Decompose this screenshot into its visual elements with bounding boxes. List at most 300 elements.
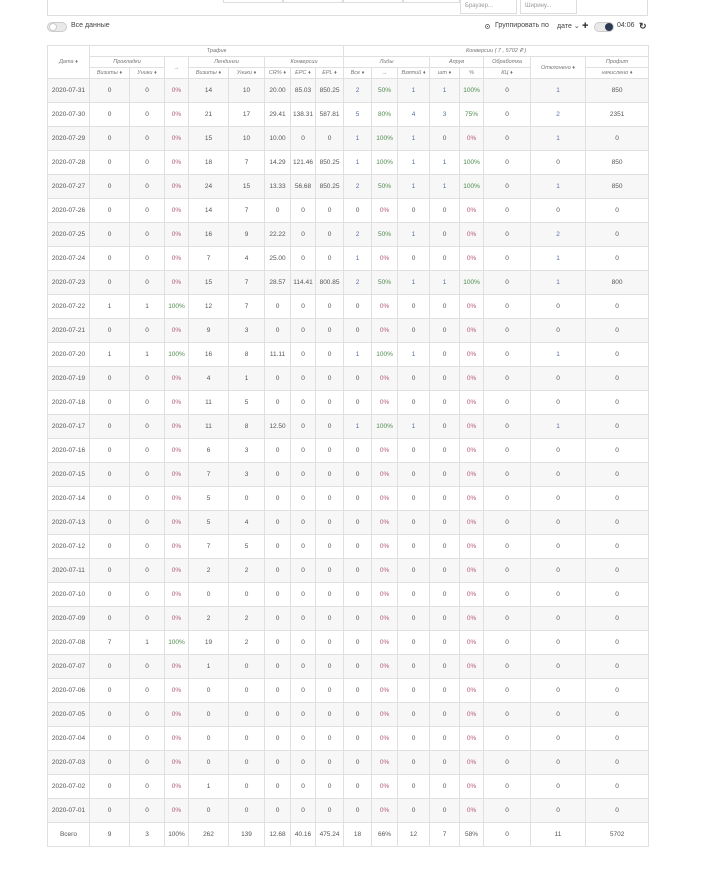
cell-rejected: 0 bbox=[531, 463, 586, 487]
cell-epc: 0 bbox=[291, 559, 316, 583]
cell-pre-conv: 0% bbox=[165, 79, 189, 103]
group-by-radio[interactable] bbox=[485, 24, 490, 29]
cell-rejected: 1 bbox=[531, 343, 586, 367]
cell-leads-pct: 0% bbox=[372, 607, 398, 631]
cell-kc: 0 bbox=[484, 775, 531, 799]
cell-approve-pcs: 0 bbox=[430, 295, 460, 319]
col-leads-all[interactable]: Все ♦ bbox=[344, 68, 372, 79]
cell-date: 2020-07-12 bbox=[48, 535, 90, 559]
cell-profit: 850 bbox=[586, 79, 649, 103]
cell-approve-pcs: 0 bbox=[430, 391, 460, 415]
cell-pre-uniques: 0 bbox=[130, 247, 165, 271]
cell-rejected: 1 bbox=[531, 271, 586, 295]
cell-cr: 0 bbox=[265, 487, 291, 511]
total-leads-taken: 12 bbox=[398, 823, 430, 847]
total-kc: 0 bbox=[484, 823, 531, 847]
cell-leads-all: 0 bbox=[344, 295, 372, 319]
cell-cr: 0 bbox=[265, 799, 291, 823]
cell-leads-pct: 100% bbox=[372, 415, 398, 439]
cell-date: 2020-07-07 bbox=[48, 655, 90, 679]
total-leads-all: 18 bbox=[344, 823, 372, 847]
cell-epc: 0 bbox=[291, 415, 316, 439]
cell-leads-pct: 50% bbox=[372, 175, 398, 199]
cell-kc: 0 bbox=[484, 127, 531, 151]
cell-approve-pcs: 0 bbox=[430, 439, 460, 463]
cell-approve-pct: 0% bbox=[460, 439, 484, 463]
cell-profit: 0 bbox=[586, 799, 649, 823]
cell-date: 2020-07-16 bbox=[48, 439, 90, 463]
cell-pre-visits: 0 bbox=[90, 151, 130, 175]
cell-land-visits: 2 bbox=[189, 559, 229, 583]
col-land-uniques[interactable]: Уники ♦ bbox=[229, 68, 265, 79]
col-kc[interactable]: КЦ ♦ bbox=[484, 68, 531, 79]
cell-approve-pcs: 0 bbox=[430, 655, 460, 679]
cell-kc: 0 bbox=[484, 439, 531, 463]
cell-land-visits: 7 bbox=[189, 463, 229, 487]
cell-profit: 0 bbox=[586, 775, 649, 799]
cell-pre-uniques: 0 bbox=[130, 775, 165, 799]
cell-date: 2020-07-30 bbox=[48, 103, 90, 127]
cell-pre-visits: 0 bbox=[90, 559, 130, 583]
cell-cr: 0 bbox=[265, 367, 291, 391]
cell-rejected: 0 bbox=[531, 487, 586, 511]
cell-profit: 0 bbox=[586, 391, 649, 415]
cell-approve-pcs: 3 bbox=[430, 103, 460, 127]
cell-rejected: 2 bbox=[531, 223, 586, 247]
cell-leads-taken: 1 bbox=[398, 415, 430, 439]
cell-kc: 0 bbox=[484, 751, 531, 775]
cell-approve-pcs: 0 bbox=[430, 487, 460, 511]
width-input[interactable] bbox=[520, 0, 577, 14]
cell-pre-visits: 0 bbox=[90, 607, 130, 631]
cell-cr: 0 bbox=[265, 535, 291, 559]
cell-land-visits: 11 bbox=[189, 415, 229, 439]
cell-land-visits: 6 bbox=[189, 439, 229, 463]
cell-date: 2020-07-05 bbox=[48, 703, 90, 727]
cell-land-uniques: 2 bbox=[229, 631, 265, 655]
cell-cr: 0 bbox=[265, 727, 291, 751]
cell-leads-taken: 4 bbox=[398, 103, 430, 127]
col-accrued[interactable]: начислено ♦ bbox=[586, 68, 649, 79]
cell-leads-pct: 0% bbox=[372, 247, 398, 271]
toolbar bbox=[47, 20, 648, 34]
cell-pre-conv: 0% bbox=[165, 247, 189, 271]
filter-field[interactable] bbox=[343, 0, 403, 3]
cell-land-visits: 9 bbox=[189, 319, 229, 343]
cell-kc: 0 bbox=[484, 199, 531, 223]
cell-approve-pct: 100% bbox=[460, 151, 484, 175]
cell-leads-all: 2 bbox=[344, 175, 372, 199]
cell-pre-visits: 7 bbox=[90, 631, 130, 655]
cell-pre-visits: 0 bbox=[90, 727, 130, 751]
cell-leads-taken: 0 bbox=[398, 679, 430, 703]
cell-epc: 0 bbox=[291, 775, 316, 799]
cell-pre-uniques: 0 bbox=[130, 799, 165, 823]
cell-epl: 0 bbox=[316, 655, 344, 679]
cell-land-visits: 0 bbox=[189, 727, 229, 751]
cell-land-visits: 0 bbox=[189, 703, 229, 727]
cell-date: 2020-07-03 bbox=[48, 751, 90, 775]
cell-epl: 0 bbox=[316, 247, 344, 271]
cell-leads-all: 0 bbox=[344, 607, 372, 631]
table-row bbox=[48, 511, 649, 535]
cell-kc: 0 bbox=[484, 151, 531, 175]
group-by-value: дате bbox=[557, 23, 572, 30]
cell-approve-pct: 0% bbox=[460, 247, 484, 271]
cell-leads-pct: 0% bbox=[372, 583, 398, 607]
table-row bbox=[48, 607, 649, 631]
cell-pre-conv: 0% bbox=[165, 391, 189, 415]
cell-approve-pcs: 0 bbox=[430, 775, 460, 799]
cell-epc: 0 bbox=[291, 247, 316, 271]
cell-epc: 0 bbox=[291, 343, 316, 367]
cell-land-visits: 0 bbox=[189, 583, 229, 607]
cell-leads-all: 0 bbox=[344, 559, 372, 583]
cell-leads-pct: 0% bbox=[372, 727, 398, 751]
cell-pre-conv: 0% bbox=[165, 679, 189, 703]
cell-profit: 0 bbox=[586, 463, 649, 487]
cell-epc: 0 bbox=[291, 127, 316, 151]
cell-land-visits: 16 bbox=[189, 343, 229, 367]
cell-pre-conv: 0% bbox=[165, 487, 189, 511]
filter-field[interactable] bbox=[223, 0, 283, 3]
cell-pre-conv: 0% bbox=[165, 583, 189, 607]
add-icon[interactable]: + bbox=[582, 20, 589, 32]
table-row bbox=[48, 631, 649, 655]
cell-epc: 0 bbox=[291, 655, 316, 679]
cell-rejected: 0 bbox=[531, 535, 586, 559]
cell-land-uniques: 8 bbox=[229, 415, 265, 439]
cell-approve-pct: 75% bbox=[460, 103, 484, 127]
col-land-visits[interactable]: Визиты ♦ bbox=[189, 68, 229, 79]
cell-epc: 0 bbox=[291, 511, 316, 535]
cell-pre-uniques: 0 bbox=[130, 583, 165, 607]
cell-leads-taken: 0 bbox=[398, 751, 430, 775]
cell-date: 2020-07-14 bbox=[48, 487, 90, 511]
cell-leads-pct: 0% bbox=[372, 391, 398, 415]
filter-field[interactable] bbox=[283, 0, 343, 3]
col-epl[interactable]: EPL ♦ bbox=[316, 68, 344, 79]
cell-epc: 0 bbox=[291, 223, 316, 247]
toggle-knob bbox=[605, 23, 613, 31]
cell-kc: 0 bbox=[484, 583, 531, 607]
group-traffic: Трафик bbox=[90, 46, 344, 57]
cell-kc: 0 bbox=[484, 319, 531, 343]
cell-land-uniques: 0 bbox=[229, 487, 265, 511]
col-cr[interactable]: CR% ♦ bbox=[265, 68, 291, 79]
cell-land-uniques: 7 bbox=[229, 295, 265, 319]
total-row bbox=[48, 823, 649, 847]
cell-kc: 0 bbox=[484, 799, 531, 823]
cell-leads-taken: 0 bbox=[398, 583, 430, 607]
cell-pre-uniques: 0 bbox=[130, 607, 165, 631]
cell-pre-uniques: 1 bbox=[130, 295, 165, 319]
total-leads-pct: 66% bbox=[372, 823, 398, 847]
cell-land-uniques: 3 bbox=[229, 439, 265, 463]
cell-epl: 0 bbox=[316, 487, 344, 511]
cell-pre-uniques: 0 bbox=[130, 175, 165, 199]
cell-approve-pcs: 0 bbox=[430, 535, 460, 559]
col-date[interactable]: Дата ♦ bbox=[48, 46, 90, 79]
cell-leads-pct: 0% bbox=[372, 631, 398, 655]
cell-rejected: 1 bbox=[531, 79, 586, 103]
cell-land-uniques: 0 bbox=[229, 655, 265, 679]
table-row bbox=[48, 271, 649, 295]
cell-profit: 0 bbox=[586, 703, 649, 727]
cell-leads-taken: 1 bbox=[398, 151, 430, 175]
cell-approve-pcs: 0 bbox=[430, 559, 460, 583]
cell-approve-pcs: 0 bbox=[430, 415, 460, 439]
cell-approve-pcs: 0 bbox=[430, 679, 460, 703]
cell-pre-conv: 0% bbox=[165, 607, 189, 631]
cell-profit: 0 bbox=[586, 319, 649, 343]
cell-epc: 0 bbox=[291, 607, 316, 631]
cell-epl: 0 bbox=[316, 583, 344, 607]
cell-leads-all: 2 bbox=[344, 79, 372, 103]
cell-approve-pct: 0% bbox=[460, 679, 484, 703]
cell-epl: 0 bbox=[316, 463, 344, 487]
cell-leads-all: 1 bbox=[344, 415, 372, 439]
cell-pre-conv: 0% bbox=[165, 175, 189, 199]
total-epc: 40.16 bbox=[291, 823, 316, 847]
cell-land-visits: 0 bbox=[189, 679, 229, 703]
cell-leads-taken: 0 bbox=[398, 295, 430, 319]
cell-date: 2020-07-08 bbox=[48, 631, 90, 655]
cell-leads-taken: 0 bbox=[398, 775, 430, 799]
cell-leads-all: 1 bbox=[344, 247, 372, 271]
cell-approve-pcs: 1 bbox=[430, 151, 460, 175]
cell-epc: 0 bbox=[291, 751, 316, 775]
cell-land-uniques: 1 bbox=[229, 367, 265, 391]
table-row bbox=[48, 703, 649, 727]
cell-cr: 0 bbox=[265, 295, 291, 319]
cell-epc: 85.03 bbox=[291, 79, 316, 103]
cell-pre-visits: 0 bbox=[90, 127, 130, 151]
time-toggle[interactable] bbox=[594, 22, 614, 32]
cell-leads-pct: 0% bbox=[372, 463, 398, 487]
cell-approve-pct: 100% bbox=[460, 79, 484, 103]
cell-profit: 0 bbox=[586, 415, 649, 439]
cell-epl: 0 bbox=[316, 775, 344, 799]
total-land-uniques: 139 bbox=[229, 823, 265, 847]
cell-date: 2020-07-13 bbox=[48, 511, 90, 535]
cell-land-uniques: 8 bbox=[229, 343, 265, 367]
cell-approve-pcs: 1 bbox=[430, 175, 460, 199]
cell-epl: 850.25 bbox=[316, 175, 344, 199]
cell-approve-pcs: 0 bbox=[430, 199, 460, 223]
cell-epc: 0 bbox=[291, 535, 316, 559]
group-approve: Апрув bbox=[430, 57, 484, 68]
cell-date: 2020-07-04 bbox=[48, 727, 90, 751]
cell-rejected: 0 bbox=[531, 295, 586, 319]
total-approve-pcs: 7 bbox=[430, 823, 460, 847]
col-approve-pcs[interactable]: шт ♦ bbox=[430, 68, 460, 79]
cell-leads-pct: 0% bbox=[372, 775, 398, 799]
cell-land-uniques: 0 bbox=[229, 751, 265, 775]
table-row bbox=[48, 79, 649, 103]
cell-pre-conv: 0% bbox=[165, 727, 189, 751]
refresh-icon[interactable]: ↻ bbox=[639, 21, 647, 31]
cell-pre-uniques: 0 bbox=[130, 463, 165, 487]
cell-approve-pct: 0% bbox=[460, 295, 484, 319]
cell-kc: 0 bbox=[484, 559, 531, 583]
cell-date: 2020-07-31 bbox=[48, 79, 90, 103]
cell-land-visits: 24 bbox=[189, 175, 229, 199]
cell-pre-uniques: 0 bbox=[130, 535, 165, 559]
cell-kc: 0 bbox=[484, 727, 531, 751]
cell-date: 2020-07-19 bbox=[48, 367, 90, 391]
cell-pre-visits: 0 bbox=[90, 463, 130, 487]
cell-pre-conv: 0% bbox=[165, 511, 189, 535]
stats-table bbox=[47, 45, 649, 847]
cell-pre-visits: 0 bbox=[90, 79, 130, 103]
cell-cr: 12.50 bbox=[265, 415, 291, 439]
cell-leads-all: 1 bbox=[344, 343, 372, 367]
cell-land-uniques: 5 bbox=[229, 391, 265, 415]
cell-epl: 0 bbox=[316, 751, 344, 775]
cell-land-uniques: 4 bbox=[229, 247, 265, 271]
cell-leads-pct: 50% bbox=[372, 223, 398, 247]
cell-leads-taken: 0 bbox=[398, 535, 430, 559]
all-data-toggle[interactable] bbox=[47, 22, 67, 32]
cell-leads-all: 1 bbox=[344, 127, 372, 151]
cell-epl: 587.81 bbox=[316, 103, 344, 127]
cell-rejected: 0 bbox=[531, 727, 586, 751]
cell-approve-pct: 0% bbox=[460, 583, 484, 607]
cell-epl: 0 bbox=[316, 223, 344, 247]
cell-pre-conv: 0% bbox=[165, 751, 189, 775]
cell-leads-pct: 0% bbox=[372, 751, 398, 775]
cell-rejected: 0 bbox=[531, 775, 586, 799]
cell-epl: 0 bbox=[316, 295, 344, 319]
cell-leads-all: 0 bbox=[344, 727, 372, 751]
table-row bbox=[48, 367, 649, 391]
cell-pre-visits: 0 bbox=[90, 199, 130, 223]
cell-epl: 850.25 bbox=[316, 151, 344, 175]
cell-epl: 0 bbox=[316, 703, 344, 727]
cell-kc: 0 bbox=[484, 511, 531, 535]
table-row bbox=[48, 727, 649, 751]
cell-leads-pct: 0% bbox=[372, 703, 398, 727]
cell-approve-pcs: 0 bbox=[430, 607, 460, 631]
cell-pre-uniques: 0 bbox=[130, 391, 165, 415]
cell-pre-visits: 0 bbox=[90, 247, 130, 271]
cell-profit: 0 bbox=[586, 631, 649, 655]
cell-pre-visits: 0 bbox=[90, 703, 130, 727]
cell-leads-all: 0 bbox=[344, 535, 372, 559]
col-leads-taken[interactable]: Взятий ♦ bbox=[398, 68, 430, 79]
cell-kc: 0 bbox=[484, 271, 531, 295]
col-pre-visits[interactable]: Визиты ♦ bbox=[90, 68, 130, 79]
cell-approve-pct: 0% bbox=[460, 607, 484, 631]
cell-date: 2020-07-20 bbox=[48, 343, 90, 367]
cell-cr: 28.57 bbox=[265, 271, 291, 295]
cell-kc: 0 bbox=[484, 247, 531, 271]
cell-leads-taken: 1 bbox=[398, 79, 430, 103]
cell-rejected: 0 bbox=[531, 391, 586, 415]
col-epc[interactable]: EPC ♦ bbox=[291, 68, 316, 79]
cell-leads-pct: 100% bbox=[372, 343, 398, 367]
cell-rejected: 0 bbox=[531, 367, 586, 391]
toggle-knob bbox=[49, 23, 57, 31]
cell-epc: 0 bbox=[291, 439, 316, 463]
cell-leads-all: 0 bbox=[344, 679, 372, 703]
cell-rejected: 1 bbox=[531, 175, 586, 199]
cell-pre-visits: 0 bbox=[90, 775, 130, 799]
cell-date: 2020-07-22 bbox=[48, 295, 90, 319]
browser-input[interactable] bbox=[460, 0, 517, 14]
cell-leads-taken: 1 bbox=[398, 127, 430, 151]
cell-leads-pct: 0% bbox=[372, 367, 398, 391]
cell-land-uniques: 3 bbox=[229, 463, 265, 487]
cell-epl: 850.25 bbox=[316, 79, 344, 103]
cell-land-uniques: 17 bbox=[229, 103, 265, 127]
col-rejected[interactable]: Отклонено ♦ bbox=[531, 57, 586, 79]
cell-approve-pct: 0% bbox=[460, 559, 484, 583]
cell-approve-pcs: 0 bbox=[430, 703, 460, 727]
filter-field[interactable] bbox=[403, 0, 460, 3]
cell-leads-pct: 80% bbox=[372, 103, 398, 127]
col-arrow: → bbox=[165, 57, 189, 79]
cell-approve-pct: 0% bbox=[460, 535, 484, 559]
cell-pre-uniques: 0 bbox=[130, 703, 165, 727]
cell-cr: 11.11 bbox=[265, 343, 291, 367]
cell-leads-taken: 0 bbox=[398, 631, 430, 655]
cell-leads-all: 0 bbox=[344, 487, 372, 511]
cell-land-uniques: 10 bbox=[229, 79, 265, 103]
cell-pre-visits: 0 bbox=[90, 319, 130, 343]
cell-land-uniques: 0 bbox=[229, 775, 265, 799]
cell-rejected: 0 bbox=[531, 679, 586, 703]
col-pre-uniques[interactable]: Уники ♦ bbox=[130, 68, 165, 79]
cell-pre-uniques: 0 bbox=[130, 727, 165, 751]
cell-leads-taken: 0 bbox=[398, 559, 430, 583]
cell-leads-taken: 0 bbox=[398, 367, 430, 391]
cell-epc: 0 bbox=[291, 463, 316, 487]
total-pre-uniques: 3 bbox=[130, 823, 165, 847]
cell-leads-taken: 1 bbox=[398, 271, 430, 295]
cell-rejected: 1 bbox=[531, 247, 586, 271]
cell-land-uniques: 0 bbox=[229, 583, 265, 607]
time-label: 04:06 bbox=[617, 22, 635, 29]
cell-pre-conv: 0% bbox=[165, 367, 189, 391]
cell-pre-visits: 1 bbox=[90, 343, 130, 367]
table-row bbox=[48, 487, 649, 511]
cell-leads-taken: 1 bbox=[398, 343, 430, 367]
cell-rejected: 2 bbox=[531, 103, 586, 127]
total-approve-pct: 58% bbox=[460, 823, 484, 847]
cell-leads-all: 0 bbox=[344, 655, 372, 679]
cell-rejected: 0 bbox=[531, 319, 586, 343]
cell-profit: 0 bbox=[586, 655, 649, 679]
cell-epc: 114.41 bbox=[291, 271, 316, 295]
cell-approve-pct: 0% bbox=[460, 127, 484, 151]
cell-pre-uniques: 0 bbox=[130, 367, 165, 391]
cell-leads-all: 2 bbox=[344, 223, 372, 247]
cell-leads-all: 0 bbox=[344, 583, 372, 607]
table-row bbox=[48, 583, 649, 607]
cell-date: 2020-07-24 bbox=[48, 247, 90, 271]
cell-pre-visits: 0 bbox=[90, 799, 130, 823]
cell-kc: 0 bbox=[484, 487, 531, 511]
cell-leads-pct: 50% bbox=[372, 79, 398, 103]
cell-date: 2020-07-27 bbox=[48, 175, 90, 199]
cell-epc: 0 bbox=[291, 631, 316, 655]
total-pre-conv: 100% bbox=[165, 823, 189, 847]
group-by-select[interactable] bbox=[557, 22, 580, 30]
cell-land-visits: 14 bbox=[189, 199, 229, 223]
cell-epl: 0 bbox=[316, 559, 344, 583]
